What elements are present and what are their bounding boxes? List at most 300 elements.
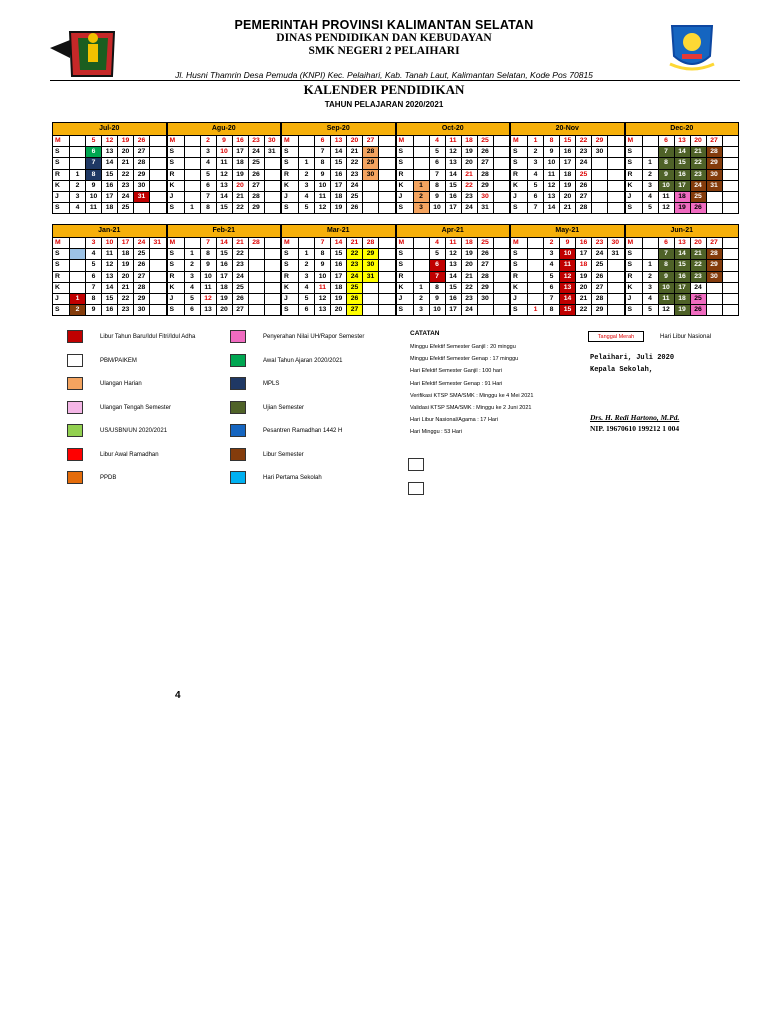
date-cell: 29 [707,158,723,168]
date-cell [494,181,509,191]
date-cell: 11 [544,170,560,180]
date-cell: 19 [331,203,347,213]
date-cell: 10 [315,272,331,282]
date-cell: 5 [86,260,102,270]
date-cell: 24 [347,181,363,191]
date-cell: 2 [185,260,201,270]
date-cell [592,158,608,168]
date-cell: 3 [185,272,201,282]
date-cell [414,147,430,157]
weekday-label: S [626,158,643,168]
date-cell [70,238,86,248]
date-cell: 11 [315,283,331,293]
date-cell [150,192,165,202]
week-row [626,272,739,283]
date-cell [723,294,738,304]
week-row [168,170,281,181]
date-cell: 17 [446,305,462,315]
weekday-label: S [282,158,299,168]
date-cell: 30 [363,260,379,270]
date-cell: 14 [675,249,691,259]
month-20-nov [510,122,625,214]
date-cell [528,272,544,282]
weekday-label: S [53,260,70,270]
date-cell: 7 [201,192,217,202]
signature-name: Drs. H. Redi Hartono, M.Pd. [590,413,680,422]
week-row [168,192,281,203]
date-cell: 22 [462,181,478,191]
date-cell: 11 [446,238,462,248]
weekday-label: S [397,249,414,259]
date-cell [150,158,165,168]
date-cell: 23 [691,170,707,180]
week-row [511,283,624,294]
date-cell: 1 [528,136,544,146]
date-cell: 7 [315,238,331,248]
signature-place-date: Pelaihari, Juli 2020 [590,354,675,362]
date-cell: 8 [544,136,560,146]
date-cell: 3 [544,249,560,259]
legend-label: Ulangan Tengah Semester [100,404,171,411]
weekday-label: K [168,283,185,293]
date-cell [185,170,201,180]
date-cell: 6 [86,272,102,282]
date-cell: 26 [478,249,494,259]
week-row [626,158,739,169]
date-cell: 26 [576,181,592,191]
catatan-item: Hari Efektif Semester Genap : 91 Hari [410,380,503,387]
date-cell: 19 [576,272,592,282]
week-row [168,203,281,213]
date-cell: 9 [86,181,102,191]
date-cell: 3 [299,181,315,191]
date-cell: 15 [446,181,462,191]
weekday-label: S [168,147,185,157]
date-cell: 21 [691,249,707,259]
hari-libur-label: Hari Libur Nasional [660,334,712,340]
date-cell [494,272,509,282]
date-cell [707,283,723,293]
date-cell [379,238,394,248]
date-cell: 2 [201,136,217,146]
date-cell: 12 [446,147,462,157]
week-row [626,136,739,147]
date-cell: 20 [576,283,592,293]
date-cell: 4 [299,192,315,202]
date-cell: 12 [102,136,118,146]
week-row [397,238,510,249]
date-cell: 2 [528,147,544,157]
weekday-label: R [511,272,528,282]
page-title: KALENDER PENDIDIKAN [303,82,465,97]
week-row [282,147,395,158]
legend-label: Hari Pertama Sekolah [263,475,322,481]
weekday-label: S [282,147,299,157]
date-cell: 12 [659,305,675,315]
date-cell: 4 [528,170,544,180]
date-cell: 1 [414,181,430,191]
date-cell: 9 [86,305,102,315]
date-cell: 27 [363,136,379,146]
date-cell: 25 [691,294,707,304]
date-cell: 6 [528,192,544,202]
week-row [397,147,510,158]
weekday-label: M [511,238,528,248]
date-cell [249,305,265,315]
date-cell: 21 [118,158,134,168]
weekday-label: S [168,305,185,315]
date-cell [379,249,394,259]
date-cell: 4 [299,283,315,293]
date-cell [608,136,623,146]
date-cell: 14 [446,272,462,282]
week-row [626,305,739,315]
date-cell: 5 [643,305,659,315]
date-cell: 27 [134,272,150,282]
date-cell: 6 [185,305,201,315]
date-cell: 20 [233,181,249,191]
date-cell: 8 [315,249,331,259]
date-cell [723,136,738,146]
date-cell: 21 [233,192,249,202]
date-cell: 21 [233,238,249,248]
date-cell [494,136,509,146]
date-cell [608,147,623,157]
date-cell: 12 [217,170,233,180]
date-cell: 4 [430,136,446,146]
weekday-label: K [397,283,414,293]
legend-swatch [67,330,83,343]
date-cell: 9 [430,294,446,304]
date-cell: 13 [315,305,331,315]
date-cell [494,294,509,304]
date-cell: 9 [315,260,331,270]
date-cell: 21 [560,203,576,213]
month-header: 20-Nov [511,123,624,136]
week-row [626,249,739,260]
date-cell: 21 [691,147,707,157]
date-cell [363,181,379,191]
date-cell [70,283,86,293]
legend-swatch [230,424,246,437]
date-cell: 14 [560,294,576,304]
date-cell [494,192,509,202]
date-cell [528,238,544,248]
weekday-label: J [511,294,528,304]
date-cell: 22 [691,260,707,270]
weekday-label: S [511,147,528,157]
month-header: Mar-21 [282,225,395,238]
month-feb-21 [167,224,282,316]
date-cell: 9 [217,136,233,146]
date-cell [185,192,201,202]
date-cell [414,272,430,282]
date-cell: 11 [659,192,675,202]
week-row [511,181,624,192]
weekday-label: S [53,203,70,213]
date-cell [185,238,201,248]
month-sep-20 [281,122,396,214]
date-cell: 13 [331,136,347,146]
date-cell [265,192,280,202]
date-cell: 23 [691,272,707,282]
weekday-label: J [397,192,414,202]
date-cell: 11 [560,260,576,270]
month-apr-21 [396,224,511,316]
date-cell: 24 [462,305,478,315]
date-cell: 3 [643,283,659,293]
week-row [168,283,281,294]
date-cell: 5 [299,203,315,213]
date-cell [150,294,165,304]
date-cell: 27 [707,136,723,146]
legend-swatch [67,354,83,367]
date-cell: 29 [478,283,494,293]
date-cell [299,147,315,157]
date-cell: 16 [233,136,249,146]
weekday-label: J [168,294,185,304]
date-cell: 14 [217,238,233,248]
date-cell: 16 [675,272,691,282]
weekday-label: M [168,238,185,248]
week-row [53,170,166,181]
date-cell: 16 [675,170,691,180]
date-cell: 11 [315,192,331,202]
date-cell: 4 [643,192,659,202]
date-cell: 30 [592,147,608,157]
month-header: Oct-20 [397,123,510,136]
week-row [282,192,395,203]
weekday-label: K [626,283,643,293]
date-cell: 29 [363,158,379,168]
date-cell [249,294,265,304]
month-header: Jan-21 [53,225,166,238]
date-cell: 17 [217,272,233,282]
date-cell: 21 [462,170,478,180]
date-cell: 14 [446,170,462,180]
date-cell: 25 [478,136,494,146]
date-cell: 10 [430,203,446,213]
date-cell: 1 [70,294,86,304]
catatan-item: Minggu Efektif Semester Genap : 17 minggu [410,356,519,363]
week-row [511,147,624,158]
date-cell: 18 [560,170,576,180]
weekday-label: S [511,203,528,213]
date-cell: 23 [118,181,134,191]
date-cell: 16 [102,181,118,191]
date-cell: 24 [233,272,249,282]
date-cell [363,283,379,293]
weekday-label: R [53,272,70,282]
date-cell: 25 [249,158,265,168]
date-cell [723,238,738,248]
weekday-label: K [282,283,299,293]
date-cell: 20 [691,136,707,146]
date-cell: 13 [675,136,691,146]
date-cell: 9 [315,170,331,180]
weekday-label: M [397,238,414,248]
date-cell: 7 [659,147,675,157]
week-row [168,249,281,260]
weekday-label: S [53,305,70,315]
legend-swatch [67,401,83,414]
date-cell [363,203,379,213]
weekday-label: S [53,249,70,259]
date-cell: 9 [560,238,576,248]
date-cell: 25 [576,170,592,180]
date-cell [265,305,280,315]
date-cell: 6 [659,238,675,248]
date-cell [643,136,659,146]
date-cell: 22 [576,136,592,146]
legend-label: PPDB [100,475,117,481]
weekday-label: K [626,181,643,191]
date-cell: 26 [249,170,265,180]
date-cell [494,203,509,213]
date-cell: 18 [217,283,233,293]
date-cell: 3 [643,181,659,191]
date-cell: 6 [430,260,446,270]
week-row [168,305,281,315]
date-cell: 28 [478,272,494,282]
date-cell [185,136,201,146]
week-row [626,192,739,203]
calendar-semester-2 [52,224,739,316]
date-cell: 27 [134,147,150,157]
month-mar-21 [281,224,396,316]
date-cell: 12 [446,249,462,259]
catatan-item: Validasi KTSP SMA/SMK : Minggu ke 2 Juni 2021 [410,405,532,411]
date-cell: 14 [544,203,560,213]
week-row [397,283,510,294]
weekday-label: M [282,136,299,146]
date-cell: 10 [102,238,118,248]
week-row [511,272,624,283]
date-cell: 15 [217,249,233,259]
week-row [168,181,281,192]
week-row [53,203,166,213]
weekday-label: K [282,181,299,191]
date-cell: 26 [347,203,363,213]
week-row [626,294,739,305]
date-cell: 27 [233,305,249,315]
date-cell [265,294,280,304]
weekday-label: M [53,238,70,248]
date-cell: 28 [249,238,265,248]
date-cell: 11 [217,158,233,168]
weekday-label: R [53,170,70,180]
date-cell: 30 [478,192,494,202]
date-cell: 26 [592,272,608,282]
date-cell: 18 [675,192,691,202]
date-cell [414,158,430,168]
date-cell: 25 [134,249,150,259]
date-cell: 1 [414,283,430,293]
week-row [626,147,739,158]
date-cell: 1 [185,249,201,259]
legend-blank-box-2 [408,482,424,495]
date-cell [707,203,723,213]
date-cell [379,203,394,213]
month-may-21 [510,224,625,316]
date-cell: 26 [134,260,150,270]
date-cell: 17 [560,158,576,168]
date-cell: 20 [462,158,478,168]
week-row [511,249,624,260]
date-cell: 31 [153,239,162,246]
date-cell: 4 [70,203,86,213]
week-row [168,294,281,305]
date-cell [494,238,509,248]
date-cell: 2 [70,305,86,315]
date-cell [494,260,509,270]
date-cell: 8 [430,283,446,293]
date-cell [723,158,738,168]
weekday-label: S [282,249,299,259]
date-cell: 15 [675,260,691,270]
week-row [397,203,510,213]
weekday-label: S [168,249,185,259]
date-cell: 15 [102,294,118,304]
date-cell [608,260,623,270]
week-row [282,238,395,249]
date-cell: 2 [414,192,430,202]
signature-role: Kepala Sekolah, [590,366,654,374]
date-cell: 17 [675,181,691,191]
date-cell [185,158,201,168]
date-cell [265,272,280,282]
date-cell: 10 [544,158,560,168]
week-row [282,181,395,192]
date-cell: 14 [331,147,347,157]
month-header: Jul-20 [53,123,166,136]
weekday-label: S [397,260,414,270]
week-row [53,238,166,249]
date-cell: 26 [691,203,707,213]
date-cell: 2 [643,170,659,180]
date-cell: 16 [331,170,347,180]
date-cell: 23 [249,136,265,146]
date-cell: 21 [118,283,134,293]
header-address: Jl. Husni Thamrin Desa Pemuda (KNPI) Kec. Pelaihari, Kab. Tanah Laut, Kalimantan Selatan, Kode Pos 70815 [175,70,593,80]
date-cell: 15 [331,158,347,168]
date-cell: 19 [560,181,576,191]
date-cell: 30 [611,239,620,246]
date-cell: 9 [544,147,560,157]
week-row [397,192,510,203]
date-cell: 29 [478,181,494,191]
date-cell [414,260,430,270]
date-cell: 3 [299,272,315,282]
month-header: Dec-20 [626,123,739,136]
date-cell: 29 [134,294,150,304]
date-cell: 8 [430,181,446,191]
date-cell: 6 [659,136,675,146]
legend-swatch [67,448,83,461]
date-cell: 13 [102,272,118,282]
date-cell: 4 [544,260,560,270]
legend-label: Ujian Semester [263,404,305,411]
date-cell: 26 [478,147,494,157]
weekday-label: S [626,203,643,213]
date-cell [265,249,280,259]
date-cell: 4 [86,249,102,259]
date-cell [379,272,394,282]
weekday-label: S [626,260,643,270]
date-cell [528,260,544,270]
date-cell: 15 [560,136,576,146]
date-cell: 15 [331,249,347,259]
